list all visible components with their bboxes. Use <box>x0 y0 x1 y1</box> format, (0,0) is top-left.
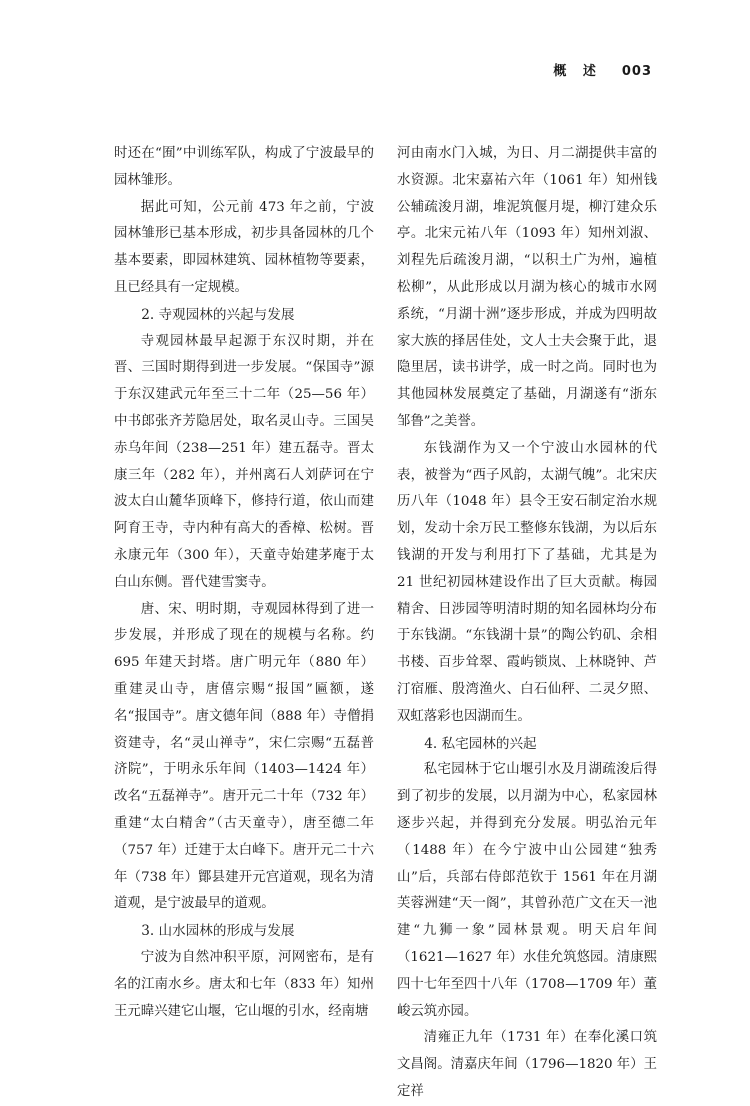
paragraph: 寺观园林最早起源于东汉时期，并在晋、三国时期得到进一步发展。“保国寺”源于东汉建武元年至三十二年（25—56 年）中书郎张齐芳隐居处，取名灵山寺。三国吴赤乌年间（238—251 年）建五磊寺。晋太康三年（282 年），并州离石人刘萨诃在宁波太白山麓华顶峰下，修持行道，依山而建阿育王寺，寺内种有高大的香樟、松树。晋永康元年（300 年），天童寺始建茅庵于太白山东侧。晋代建雪窦寺。 <box>114 333 374 590</box>
paragraph: 时还在“囿”中训练军队，构成了宁波最早的园林雏形。 <box>114 146 374 188</box>
section-heading: 2. 寺观园林的兴起与发展 <box>141 306 295 323</box>
paragraph: 宁波为自然冲积平原，河网密布，是有名的江南水乡。唐太和七年（833 年）知州王元暐兴建它山堰，它山堰的引水，经南塘 <box>114 949 374 1019</box>
right-text-column <box>397 141 657 1106</box>
paragraph: 清雍正九年（1731 年）在奉化溪口筑文昌阁。清嘉庆年间（1796—1820 年）王定祥 <box>397 1030 657 1099</box>
running-header <box>553 60 652 79</box>
section-heading: 3. 山水园林的形成与发展 <box>141 923 295 940</box>
paragraph: 唐、宋、明时期，寺观园林得到了进一步发展，并形成了现在的规模与名称。约 695 年建天封塔。唐广明元年（880 年）重建灵山寺，唐僖宗赐“报国”匾额，遂名“报国寺”。唐文德年间（888 年）寺僧捐资建寺，名“灵山禅寺”，宋仁宗赐“五磊普济院”，于明永乐年间（1403—1424 年）改名“五磊禅寺”。唐开元二十年（732 年）重建“太白精舍”（古天童寺），唐至德二年（757 年）迁建于太白峰下。唐开元二十六年（738 年）鄮县建开元宫道观，现名为清道观，是宁波最早的道观。 <box>114 601 374 912</box>
section-heading: 4. 私宅园林的兴起 <box>424 735 537 752</box>
chapter-title: 概 述 <box>553 64 602 79</box>
paragraph: 据此可知，公元前 473 年之前，宁波园林雏形已基本形成，初步具备园林的几个基本要素，即园林建筑、园林植物等要素，且已经具有一定规模。 <box>114 199 374 295</box>
paragraph: 私宅园林于它山堰引水及月湖疏浚后得到了初步的发展，以月湖为中心，私家园林逐步兴起，并得到充分发展。明弘治元年（1488 年）在今宁波中山公园建“独秀山”后，兵部右侍郎范钦于 1561 年在月湖芙蓉洲建“天一阁”，其曾孙范广文在天一池建“九狮一象”园林景观。明天启年间（1621—1627 年）水佳允筑悠园。清康熙四十七年至四十八年（1708—1709 年）董峻云筑亦园。 <box>397 762 657 1019</box>
page-number: 003 <box>621 64 652 79</box>
paragraph: 河由南水门入城，为日、月二湖提供丰富的水资源。北宋嘉祐六年（1061 年）知州钱公辅疏浚月湖，堆泥筑偃月堤，柳汀建众乐亭。北宋元祐八年（1093 年）知州刘淑、刘程先后疏浚月湖，“以积土广为州，遍植松柳”，从此形成以月湖为核心的城市水网系统，“月湖十洲”逐步形成，并成为四明故家大族的择居佳处，文人士夫会聚于此，退隐里居，读书讲学，成一时之尚。同时也为其他园林发展奠定了基础，月湖遂有“浙东邹鲁”之美誉。 <box>397 146 657 429</box>
paragraph: 东钱湖作为又一个宁波山水园林的代表，被誉为“西子风韵，太湖气魄”。北宋庆历八年（1048 年）县令王安石制定治水规划，发动十余万民工整修东钱湖，为以后东钱湖的开发与利用打下了基础，尤其是为 21 世纪初园林建设作出了巨大贡献。梅园精舍、日涉园等明清时期的知名园林均分布于东钱湖。“东钱湖十景”的陶公钓矶、余相书楼、百步耸翠、霞屿锁岚、上林晓钟、芦汀宿雁、殷湾渔火、白石仙秤、二灵夕照、双虹落彩也因湖而生。 <box>397 440 657 724</box>
left-text-column <box>114 141 374 1025</box>
